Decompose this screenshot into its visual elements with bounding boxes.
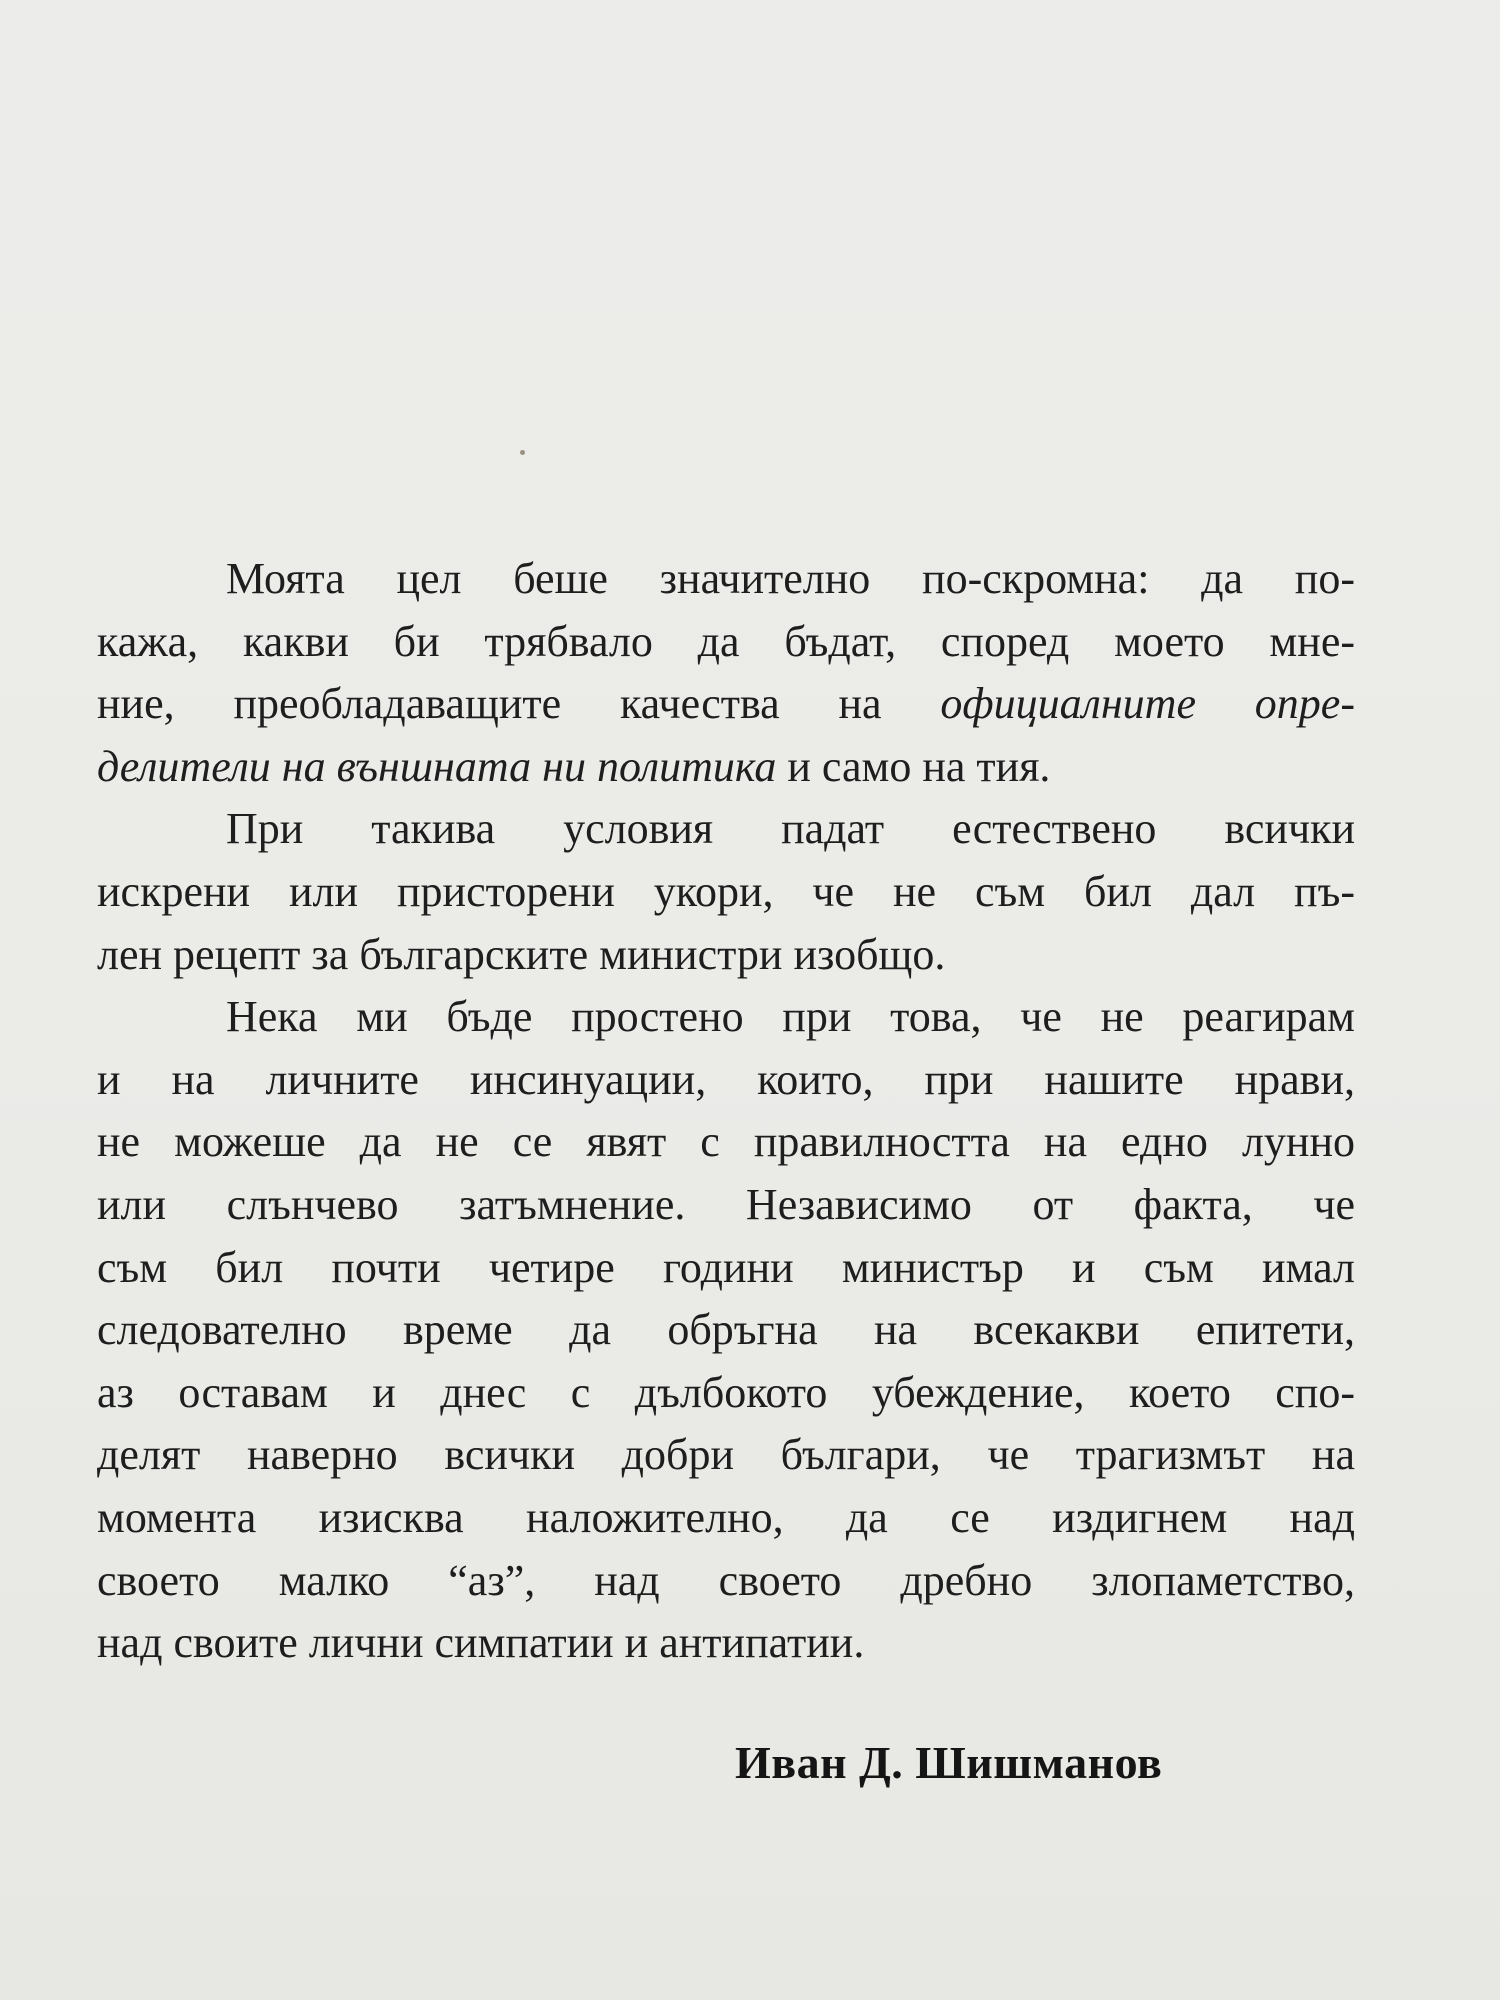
text-line: [97, 611, 1355, 674]
body-text: [97, 548, 1355, 1675]
italic-segment: делители на външната ни политика: [97, 741, 777, 791]
text-segment: и на личните инсинуации, които, при нашите нрави,: [97, 1054, 1355, 1104]
text-line: [97, 1237, 1355, 1300]
text-segment: следователно време да обръгна на всекакви епитети,: [97, 1305, 1355, 1355]
text-line: [97, 986, 1355, 1049]
text-line: [97, 798, 1355, 861]
text-segment: лен рецепт за българските министри изобщо.: [97, 929, 946, 979]
text-segment: Моята цел беше значително по-скромна: да по-: [226, 554, 1355, 603]
paragraph-3: [97, 986, 1355, 1675]
text-segment: не можеше да не се явят с правилността на едно лунно: [97, 1117, 1355, 1167]
text-segment: над своите лични симпатии и антипатии.: [97, 1618, 865, 1668]
text-line: [97, 861, 1355, 924]
text-line: [97, 736, 1355, 799]
text-line: [97, 1299, 1355, 1362]
text-line: [97, 1049, 1355, 1112]
text-segment: При такива условия падат естествено всички: [226, 804, 1355, 854]
text-segment: кажа, какви би трябвало да бъдат, според моето мне-: [97, 616, 1355, 666]
text-line: [97, 1550, 1355, 1613]
text-line: [97, 548, 1355, 611]
text-segment: делят наверно всички добри българи, че трагизмът на: [97, 1430, 1355, 1480]
text-line: [97, 1362, 1355, 1425]
paper-speck: [520, 450, 525, 455]
text-line: [97, 1424, 1355, 1487]
text-segment: ние, преобладаващите качества на: [97, 679, 941, 729]
text-line: [97, 673, 1355, 736]
text-segment: искрени или присторени укори, че не съм бил дал пъ-: [97, 866, 1355, 916]
text-segment: аз оставам и днес с дълбокото убеждение, което спо-: [97, 1367, 1355, 1417]
text-segment: съм бил почти четире години министър и съм имал: [97, 1242, 1355, 1292]
paragraph-2: [97, 798, 1355, 986]
text-segment: Нека ми бъде простено при това, че не реагирам: [226, 992, 1355, 1042]
text-line: [97, 924, 1355, 987]
author-signature: Иван Д. Шишманов: [735, 1737, 1163, 1788]
text-line: [97, 1487, 1355, 1550]
text-line: [97, 1612, 1355, 1675]
text-line: [97, 1111, 1355, 1174]
text-segment: момента изисква наложително, да се издигнем над: [97, 1492, 1355, 1542]
italic-segment: официалните опре-: [940, 679, 1355, 729]
text-segment: и само на тия.: [776, 741, 1051, 791]
text-segment: или слънчево затъмнение. Независимо от факта, че: [97, 1179, 1355, 1229]
paragraph-1: [97, 548, 1355, 798]
text-line: [97, 1174, 1355, 1237]
text-segment: своето малко “аз”, над своето дребно злопаметство,: [97, 1555, 1355, 1605]
